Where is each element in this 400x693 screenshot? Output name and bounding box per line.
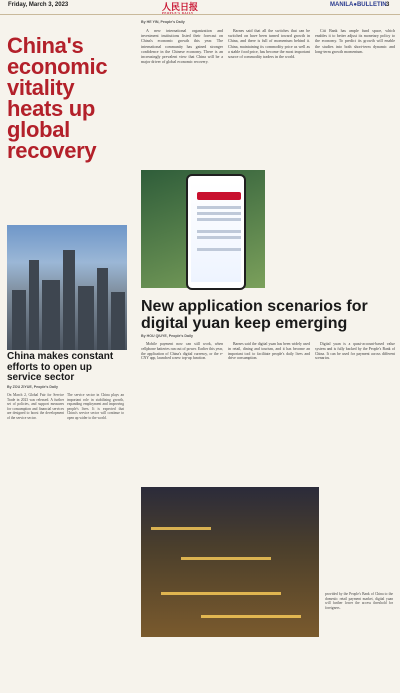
page-header bbox=[0, 0, 400, 15]
article-service-col1: On March 2, Global Fair for Service Trade in 2023 was released. A further set of policies, and support measures for consumption and financial services are designed to boost the development of the service sector. bbox=[7, 393, 64, 420]
manila-bulletin-brand: MANILA●BULLETIN bbox=[330, 2, 387, 8]
headline-digital-yuan: New application scenarios for digital yuan keep emerging bbox=[141, 298, 368, 332]
article-yuan-col2: Barnes said the digital yuan has been widely used in retail, dining and tourism, and it has become an important tool to facilitate people's daily lives and drive consumption. bbox=[228, 342, 310, 361]
headline-economy: China's economic vitality heats up global recovery bbox=[7, 33, 108, 163]
article-yuan-col1: Mobile payment now can still work, when cellphone batteries run out of power. Earlier this year, the application of China's digital currency, or the e-CNY app, launched a new top-up function. bbox=[141, 342, 223, 361]
article-economy-col2: Barnes said that all the switches that can be switched on have been turned toward growth in China, and there is full of momentum behind it. China, maintaining its commodity price as well as a stable food price, has become the most important source of commodity traders in the world. bbox=[228, 28, 310, 60]
city-photo bbox=[7, 225, 127, 350]
byline-service-sector: By ZOU ZIYUE, People's Daily bbox=[7, 385, 58, 389]
smartphone-icon bbox=[186, 174, 246, 290]
page-number: 3 bbox=[386, 2, 390, 8]
article-economy-col1: A new international organization and investment institutions listed their forecast on China's economic growth this year. The international community has gained stronger confidence in the Chinese economy. There is an increasingly prevalent view that China will be a major driver of global economic recovery. bbox=[141, 28, 223, 65]
article-service-col2: The service sector in China plays an important role in stabilizing growth, expanding employment and improving people's lives. It is expected that China's service sector will continue to open up wider to the world. bbox=[67, 393, 124, 420]
byline-digital-yuan: By HOU QIUYE, People's Daily bbox=[141, 334, 193, 338]
peoples-daily-logo: 人民日报 PEOPLE'S DAILY bbox=[162, 2, 199, 15]
issue-date: Friday, March 3, 2023 bbox=[8, 2, 69, 8]
article-economy-col3: Citi Bank has ample fund space, which enables it to better adjust its monetary policy to the economy. To predict its growth will enable the studies into both short-term dynamic and long-term growth momentum. bbox=[315, 28, 395, 54]
photo-caption: provided by the People's Bank of China to the domestic retail payment market, digital yuan will further lower the access threshold for foreigners. bbox=[325, 592, 393, 610]
article-yuan-col3: Digital yuan is a quasi-account-based value system and is fully backed by the People's Bank of China. It can be used for payment across different scenarios. bbox=[315, 342, 395, 361]
street-night-photo bbox=[141, 487, 319, 637]
byline-economy: By HE YIN, People's Daily bbox=[141, 20, 185, 24]
headline-service-sector: China makes constant efforts to open up service sector bbox=[7, 351, 114, 383]
